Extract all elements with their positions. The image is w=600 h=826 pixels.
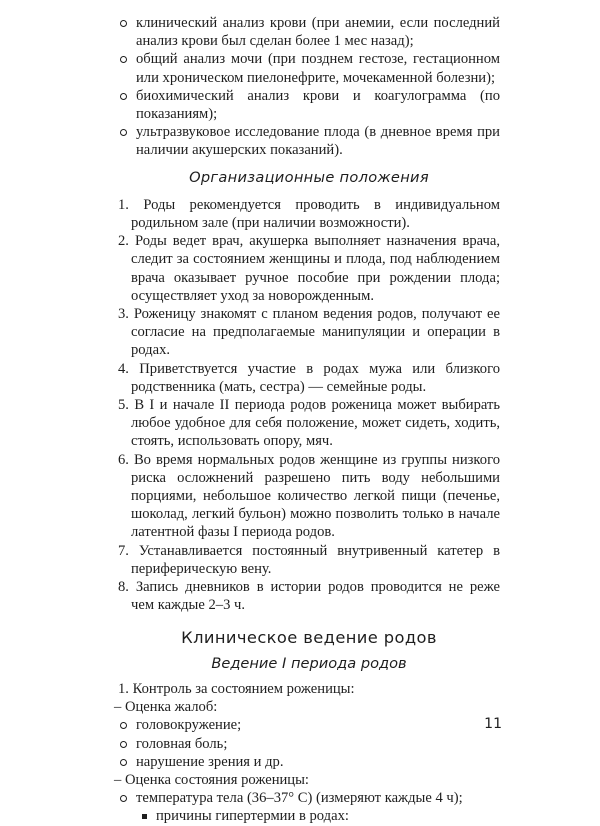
chapter-heading: Клиническое ведение родов [181, 627, 437, 647]
list-item: 5. В I и начале II периода родов роженица может выбирать любое удобное для себя положение, может сидеть, ходить, стоять, использовать опору, мяч. [118, 397, 500, 450]
temperature-item: температура тела (36–37° С) (измеряют каждые 4 ч); [118, 789, 500, 807]
list-item: 4. Приветствуется участие в родах мужа или близкого родственника (мать, сестра) — семейные роды. [118, 360, 500, 395]
list-item: биохимический анализ крови и коагулограмма (по показаниям); [118, 87, 500, 123]
complaints-list [118, 716, 500, 771]
list-item: ультразвуковое исследование плода (в дневное время при наличии акушерских показаний). [118, 123, 500, 159]
list-item: 1. Роды рекомендуется проводить в индивидуальном родильном зале (при наличии возможности). [118, 196, 500, 232]
section-heading-organization: Организационные положения [189, 168, 429, 186]
list-item: нарушение зрения и др. [118, 753, 500, 771]
list-item: клинический анализ крови (при анемии, если последний анализ крови был сделан более 1 мес назад); [118, 14, 500, 50]
lab-tests-list [118, 14, 500, 160]
control-line: 1. Контроль за состоянием роженицы: [118, 680, 355, 697]
list-item: головная боль; [118, 735, 500, 753]
list-item: 2. Роды ведет врач, акушерка выполняет назначения врача, следит за состоянием женщины и плода, под наблюдением врача оказывает ручное пособие при рождении плода; осуществляет уход за новорожденным. [118, 233, 500, 304]
condition-line: – Оценка состояния роженицы: [114, 771, 309, 788]
list-item: 7. Устанавливается постоянный внутривенный катетер в периферическую вену. [118, 542, 500, 577]
subsection-heading: Ведение I периода родов [211, 654, 407, 672]
list-item: головокружение; [118, 716, 500, 734]
complaints-line: – Оценка жалоб: [114, 699, 218, 716]
list-item: 8. Запись дневников в истории родов проводится не реже чем каждые 2–3 ч. [118, 579, 500, 614]
page-number: 11 [484, 716, 502, 732]
list-item: 6. Во время нормальных родов женщине из группы низкого риска осложнений разрешено пить воду небольшими порциями, небольшое количество легкой пищи (печенье, шоколад, легкий бульон) можно позволить только в начале латентной фазы I периода родов. [118, 451, 500, 541]
list-item: общий анализ мочи (при позднем гестозе, гестационном или хроническом пиелонефрите, мочекаменной болезни); [118, 50, 500, 86]
hyperthermia-item: причины гипертермии в родах: [118, 807, 500, 825]
list-item: 3. Роженицу знакомят с планом ведения родов, получают ее согласие на предполагаемые манипуляции и операции в родах. [118, 306, 500, 359]
page-content [114, 14, 500, 826]
organization-list [118, 196, 500, 615]
